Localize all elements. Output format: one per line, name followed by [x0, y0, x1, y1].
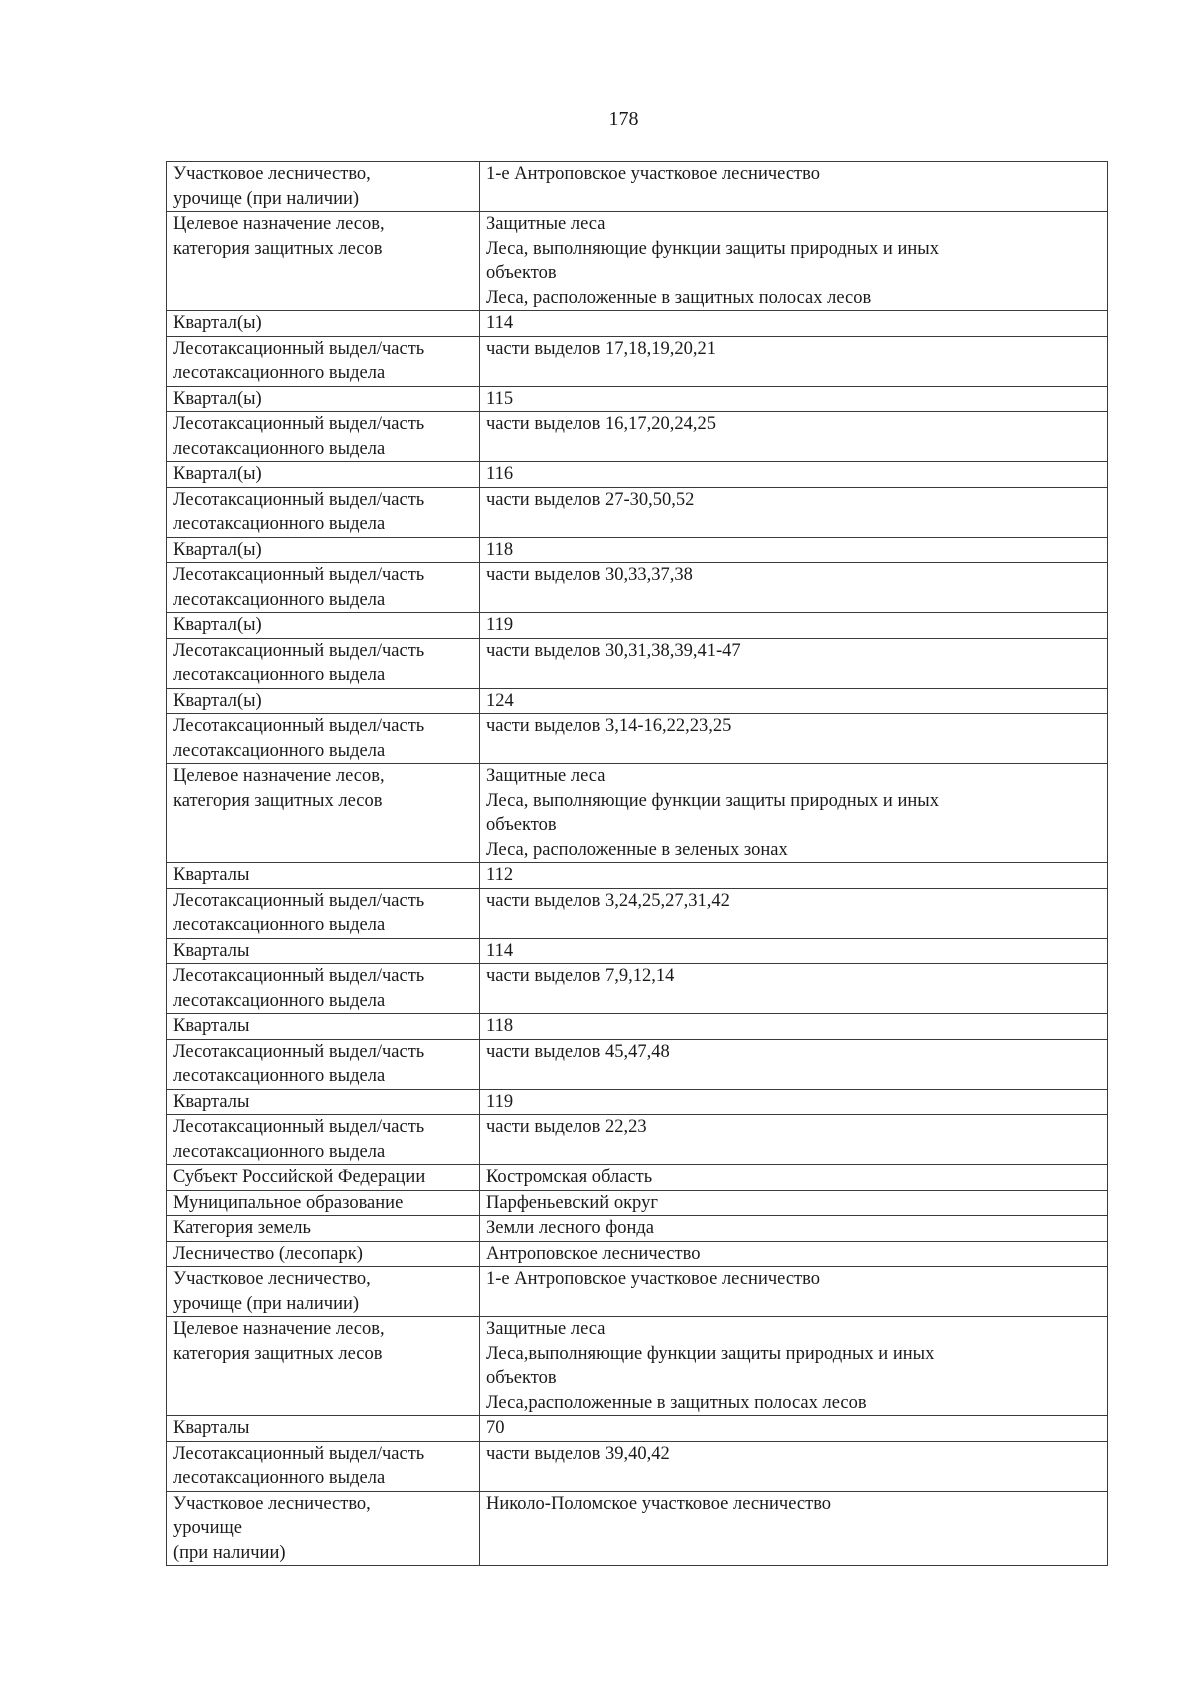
row-label-cell: [167, 1165, 480, 1191]
row-label-line: лесотаксационного выдела: [173, 915, 386, 935]
row-label-cell: [167, 563, 480, 613]
table-row: [167, 386, 1108, 412]
table-row: [167, 162, 1108, 212]
row-value-cell: [480, 162, 1108, 212]
row-value-line: Леса, расположенные в защитных полосах лесов: [486, 287, 872, 308]
row-value-line: 118: [486, 1016, 514, 1036]
row-label-line: Участковое лесничество,: [173, 1493, 371, 1514]
row-value-line: части выделов 22,23: [486, 1117, 647, 1137]
row-label-line: Целевое назначение лесов,: [173, 766, 385, 786]
row-label-cell: [167, 964, 480, 1014]
row-value-cell: [480, 688, 1108, 714]
row-value-line: 1-е Антроповское участковое лесничество: [486, 1269, 820, 1289]
row-value-cell: [480, 638, 1108, 688]
row-label-line: Кварталы: [173, 940, 250, 961]
row-value-line: объектов: [486, 815, 557, 835]
row-value-cell: [480, 863, 1108, 889]
row-label-cell: [167, 888, 480, 938]
row-value-cell: [480, 938, 1108, 964]
row-label-line: Квартал(ы): [173, 464, 262, 484]
row-label-line: Лесничество (лесопарк): [173, 1243, 363, 1264]
row-label-line: Кварталы: [173, 1091, 250, 1112]
table-row: [167, 1190, 1108, 1216]
table-row: [167, 964, 1108, 1014]
row-value-line: Защитные леса: [486, 766, 606, 786]
row-value-line: Антроповское лесничество: [486, 1243, 701, 1264]
row-label-line: Лесотаксационный выдел/часть: [173, 1117, 425, 1137]
row-value-cell: [480, 1089, 1108, 1115]
row-value-cell: [480, 764, 1108, 863]
table-row: [167, 311, 1108, 337]
row-label-cell: [167, 162, 480, 212]
row-value-cell: [480, 336, 1108, 386]
row-label-line: Муниципальное образование: [173, 1192, 404, 1213]
table-row: [167, 1317, 1108, 1416]
row-label-cell: [167, 412, 480, 462]
table-row: [167, 863, 1108, 889]
row-value-line: части выделов 30,33,37,38: [486, 565, 693, 585]
row-value-line: 115: [486, 388, 514, 409]
table-row: [167, 412, 1108, 462]
row-label-cell: [167, 1216, 480, 1242]
row-value-line: Защитные леса: [486, 214, 606, 234]
row-label-line: (при наличии): [173, 1542, 286, 1563]
row-label-line: Лесотаксационный выдел/часть: [173, 890, 425, 911]
row-label-line: Участковое лесничество,: [173, 1269, 371, 1289]
row-value-line: Николо-Поломское участковое лесничество: [486, 1493, 832, 1514]
table-row: [167, 764, 1108, 863]
row-label-line: урочище (при наличии): [173, 188, 360, 209]
row-label-cell: [167, 1267, 480, 1317]
table-row: [167, 1241, 1108, 1267]
row-label-cell: [167, 1115, 480, 1165]
row-value-line: 124: [486, 690, 514, 711]
row-value-cell: [480, 1014, 1108, 1040]
row-value-cell: [480, 1039, 1108, 1089]
table-row: [167, 487, 1108, 537]
table-row: [167, 336, 1108, 386]
row-label-cell: [167, 212, 480, 311]
row-label-line: Лесотаксационный выдел/часть: [173, 1041, 425, 1062]
table-row: [167, 1115, 1108, 1165]
row-label-line: Лесотаксационный выдел/часть: [173, 716, 425, 736]
row-label-cell: [167, 1491, 480, 1566]
table-row: [167, 1491, 1108, 1566]
row-label-cell: [167, 1241, 480, 1267]
row-value-line: Парфеньевский округ: [486, 1192, 658, 1213]
row-label-line: урочище (при наличии): [173, 1293, 360, 1314]
row-value-cell: [480, 563, 1108, 613]
table-row: [167, 888, 1108, 938]
row-value-cell: [480, 487, 1108, 537]
row-label-line: Квартал(ы): [173, 690, 262, 711]
table-row: [167, 462, 1108, 488]
row-label-cell: [167, 1014, 480, 1040]
row-value-line: части выделов 39,40,42: [486, 1443, 670, 1464]
row-label-line: Целевое назначение лесов,: [173, 1319, 385, 1339]
row-value-cell: [480, 1241, 1108, 1267]
row-label-line: категория защитных лесов: [173, 238, 383, 259]
row-label-cell: [167, 1089, 480, 1115]
row-value-line: 119: [486, 615, 514, 635]
row-value-line: части выделов 3,14-16,22,23,25: [486, 716, 732, 736]
row-label-line: Участковое лесничество,: [173, 164, 371, 184]
row-value-cell: [480, 1190, 1108, 1216]
table-row: [167, 1039, 1108, 1089]
row-label-cell: [167, 714, 480, 764]
table-row: [167, 714, 1108, 764]
row-value-cell: [480, 1165, 1108, 1191]
row-value-line: Леса, расположенные в зеленых зонах: [486, 839, 788, 860]
forest-register-table: [166, 161, 1108, 1566]
row-label-line: лесотаксационного выдела: [173, 665, 386, 685]
row-label-line: лесотаксационного выдела: [173, 740, 386, 761]
row-value-line: Леса,расположенные в защитных полосах лесов: [486, 1392, 867, 1413]
row-label-line: лесотаксационного выдела: [173, 363, 386, 383]
row-label-line: Лесотаксационный выдел/часть: [173, 565, 425, 585]
row-value-cell: [480, 311, 1108, 337]
row-label-line: категория защитных лесов: [173, 1343, 383, 1364]
row-label-cell: [167, 462, 480, 488]
row-label-cell: [167, 487, 480, 537]
row-value-cell: [480, 537, 1108, 563]
table-body: [167, 162, 1108, 1566]
row-value-line: части выделов 16,17,20,24,25: [486, 414, 716, 434]
table-row: [167, 563, 1108, 613]
row-label-cell: [167, 336, 480, 386]
table-row: [167, 1416, 1108, 1442]
row-value-line: объектов: [486, 263, 557, 283]
row-label-line: Квартал(ы): [173, 313, 262, 333]
row-value-cell: [480, 964, 1108, 1014]
row-value-line: 114: [486, 940, 514, 961]
row-label-cell: [167, 1039, 480, 1089]
row-label-line: Категория земель: [173, 1218, 311, 1238]
row-value-line: части выделов 27-30,50,52: [486, 489, 695, 510]
row-value-cell: [480, 412, 1108, 462]
row-value-cell: [480, 613, 1108, 639]
row-label-line: Лесотаксационный выдел/часть: [173, 414, 425, 434]
row-value-line: Леса, выполняющие функции защиты природных и иных: [486, 238, 939, 259]
row-label-line: лесотаксационного выдела: [173, 514, 386, 534]
row-label-line: Лесотаксационный выдел/часть: [173, 966, 425, 986]
row-label-line: лесотаксационного выдела: [173, 990, 386, 1011]
row-label-cell: [167, 311, 480, 337]
row-label-line: Кварталы: [173, 865, 250, 885]
row-label-line: Квартал(ы): [173, 615, 262, 635]
table-row: [167, 688, 1108, 714]
row-value-line: части выделов 3,24,25,27,31,42: [486, 890, 730, 911]
row-label-cell: [167, 537, 480, 563]
row-value-line: 119: [486, 1091, 514, 1112]
row-value-line: Земли лесного фонда: [486, 1218, 654, 1238]
row-label-line: категория защитных лесов: [173, 790, 383, 811]
row-label-line: лесотаксационного выдела: [173, 1468, 386, 1488]
row-label-line: Субъект Российской Федерации: [173, 1167, 426, 1187]
row-value-line: объектов: [486, 1368, 557, 1388]
row-value-cell: [480, 1216, 1108, 1242]
row-label-line: Целевое назначение лесов,: [173, 214, 385, 234]
table-row: [167, 1216, 1108, 1242]
table-row: [167, 1089, 1108, 1115]
row-value-line: Костромская область: [486, 1167, 653, 1187]
row-value-line: части выделов 45,47,48: [486, 1041, 670, 1062]
row-value-line: 118: [486, 539, 514, 560]
row-label-cell: [167, 386, 480, 412]
row-value-line: 1-е Антроповское участковое лесничество: [486, 164, 820, 184]
row-value-line: 112: [486, 865, 514, 885]
row-value-cell: [480, 1115, 1108, 1165]
row-value-cell: [480, 212, 1108, 311]
row-label-line: Кварталы: [173, 1418, 250, 1438]
row-value-cell: [480, 1441, 1108, 1491]
table-row: [167, 1441, 1108, 1491]
row-label-line: лесотаксационного выдела: [173, 438, 386, 459]
row-value-cell: [480, 462, 1108, 488]
row-value-cell: [480, 1267, 1108, 1317]
row-label-line: лесотаксационного выдела: [173, 589, 386, 610]
row-label-cell: [167, 863, 480, 889]
table-row: [167, 1165, 1108, 1191]
row-value-line: части выделов 7,9,12,14: [486, 966, 675, 986]
row-label-line: урочище: [173, 1518, 242, 1538]
row-value-line: 114: [486, 313, 514, 333]
row-value-line: части выделов 30,31,38,39,41-47: [486, 640, 741, 661]
row-label-cell: [167, 1416, 480, 1442]
row-value-line: Защитные леса: [486, 1319, 606, 1339]
row-value-line: 70: [486, 1418, 505, 1438]
row-label-line: Кварталы: [173, 1016, 250, 1036]
row-value-line: Леса,выполняющие функции защиты природных и иных: [486, 1343, 935, 1364]
row-label-line: Лесотаксационный выдел/часть: [173, 338, 425, 359]
table-row: [167, 212, 1108, 311]
row-label-cell: [167, 1441, 480, 1491]
row-value-cell: [480, 1491, 1108, 1566]
table-row: [167, 1267, 1108, 1317]
row-value-line: Леса, выполняющие функции защиты природных и иных: [486, 790, 939, 811]
table-row: [167, 638, 1108, 688]
row-value-line: части выделов 17,18,19,20,21: [486, 338, 716, 359]
row-label-line: Лесотаксационный выдел/часть: [173, 1443, 425, 1464]
row-value-cell: [480, 386, 1108, 412]
row-label-cell: [167, 688, 480, 714]
row-value-cell: [480, 888, 1108, 938]
row-label-cell: [167, 764, 480, 863]
row-value-line: 116: [486, 464, 514, 484]
table-row: [167, 613, 1108, 639]
row-label-cell: [167, 638, 480, 688]
row-value-cell: [480, 714, 1108, 764]
table-row: [167, 938, 1108, 964]
row-value-cell: [480, 1317, 1108, 1416]
row-label-line: Квартал(ы): [173, 539, 262, 560]
table-row: [167, 1014, 1108, 1040]
row-label-line: лесотаксационного выдела: [173, 1066, 386, 1086]
row-label-line: Лесотаксационный выдел/часть: [173, 640, 425, 661]
row-value-cell: [480, 1416, 1108, 1442]
row-label-cell: [167, 613, 480, 639]
row-label-cell: [167, 938, 480, 964]
page-number: 178: [608, 108, 639, 130]
table-row: [167, 537, 1108, 563]
row-label-line: Лесотаксационный выдел/часть: [173, 489, 425, 510]
row-label-line: лесотаксационного выдела: [173, 1141, 386, 1162]
row-label-line: Квартал(ы): [173, 388, 262, 409]
row-label-cell: [167, 1190, 480, 1216]
row-label-cell: [167, 1317, 480, 1416]
